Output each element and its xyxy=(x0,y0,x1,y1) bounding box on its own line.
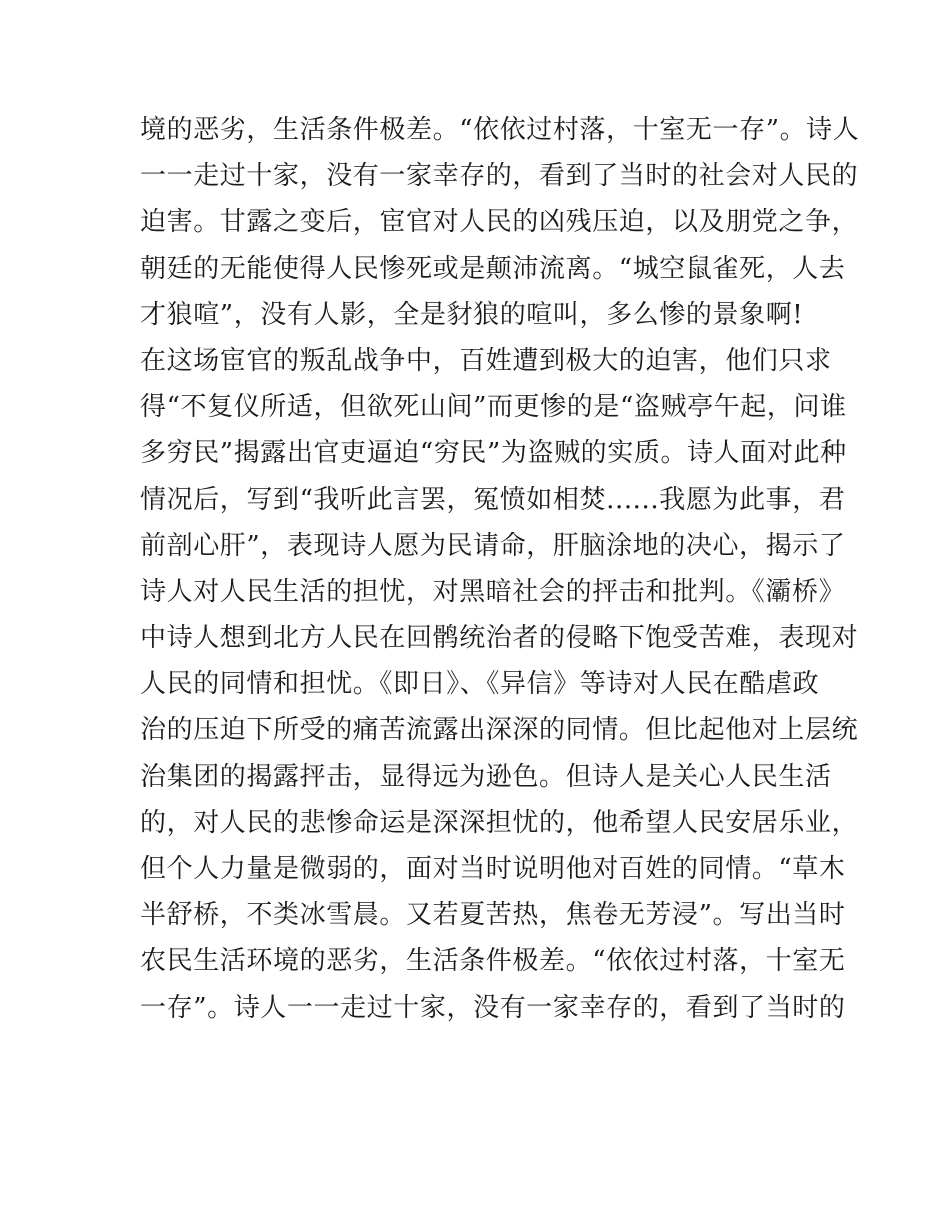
text-line-9: 情况后，写到“我听此言罢，冤愤如相焚......我愿为此事，君 xyxy=(140,484,846,515)
text-line-16: 的，对人民的悲惨命运是深深担忧的，他希望人民安居乐业， xyxy=(140,807,859,838)
text-line-19: 农民生活环境的恶劣，生活条件极差。“依依过村落，十室无 xyxy=(140,946,846,977)
text-line-17: 但个人力量是微弱的，面对当时说明他对百姓的同情。“草木 xyxy=(140,854,846,884)
text-line-8: 多穷民”揭露出官吏逼迫“穷民”为盗贼的实质。诗人面对此种 xyxy=(140,438,847,469)
text-line-3: 迫害。甘露之变后，宦官对人民的凶残压迫，以及朋党之争， xyxy=(140,207,859,238)
text-line-2: 一一走过十家，没有一家幸存的，看到了当时的社会对人民的 xyxy=(140,161,859,192)
text-line-18: 半舒桥，不类冰雪晨。又若夏苦热，焦卷无芳浸”。写出当时 xyxy=(140,900,846,931)
text-line-20: 一存”。诗人一一走过十家，没有一家幸存的，看到了当时的 xyxy=(140,992,846,1023)
text-line-5: 才狼喧”，没有人影，全是豺狼的喧叫，多么惨的景象啊! xyxy=(140,299,804,330)
text-line-12: 中诗人想到北方人民在回鹘统治者的侵略下饱受苦难，表现对 xyxy=(140,623,859,654)
text-line-15: 治集团的揭露抨击，显得远为逊色。但诗人是关心人民生活 xyxy=(140,761,832,792)
body-text xyxy=(140,107,860,1031)
text-line-4: 朝廷的无能使得人民惨死或是颠沛流离。“城空鼠雀死，人去 xyxy=(140,253,846,284)
text-line-1: 境的恶劣，生活条件极差。“依依过村落，十室无一存”。诗人 xyxy=(140,115,860,145)
text-line-14: 治的压迫下所受的痛苦流露出深深的同情。但比起他对上层统 xyxy=(140,715,859,746)
text-line-13: 人民的同情和担忧。《即日》、《异信》等诗对人民在酷虐政 xyxy=(140,669,820,700)
text-line-11: 诗人对人民生活的担忧，对黑暗社会的抨击和批判。《灞桥》 xyxy=(140,576,846,607)
text-line-6: 在这场宦官的叛乱战争中，百姓遭到极大的迫害，他们只求 xyxy=(140,345,832,376)
text-line-7: 得“不复仪所适，但欲死山间”而更惨的是“盗贼亭午起，问谁 xyxy=(140,392,847,423)
text-line-10: 前剖心肝”，表现诗人愿为民请命，肝脑涂地的决心，揭示了 xyxy=(140,530,846,561)
